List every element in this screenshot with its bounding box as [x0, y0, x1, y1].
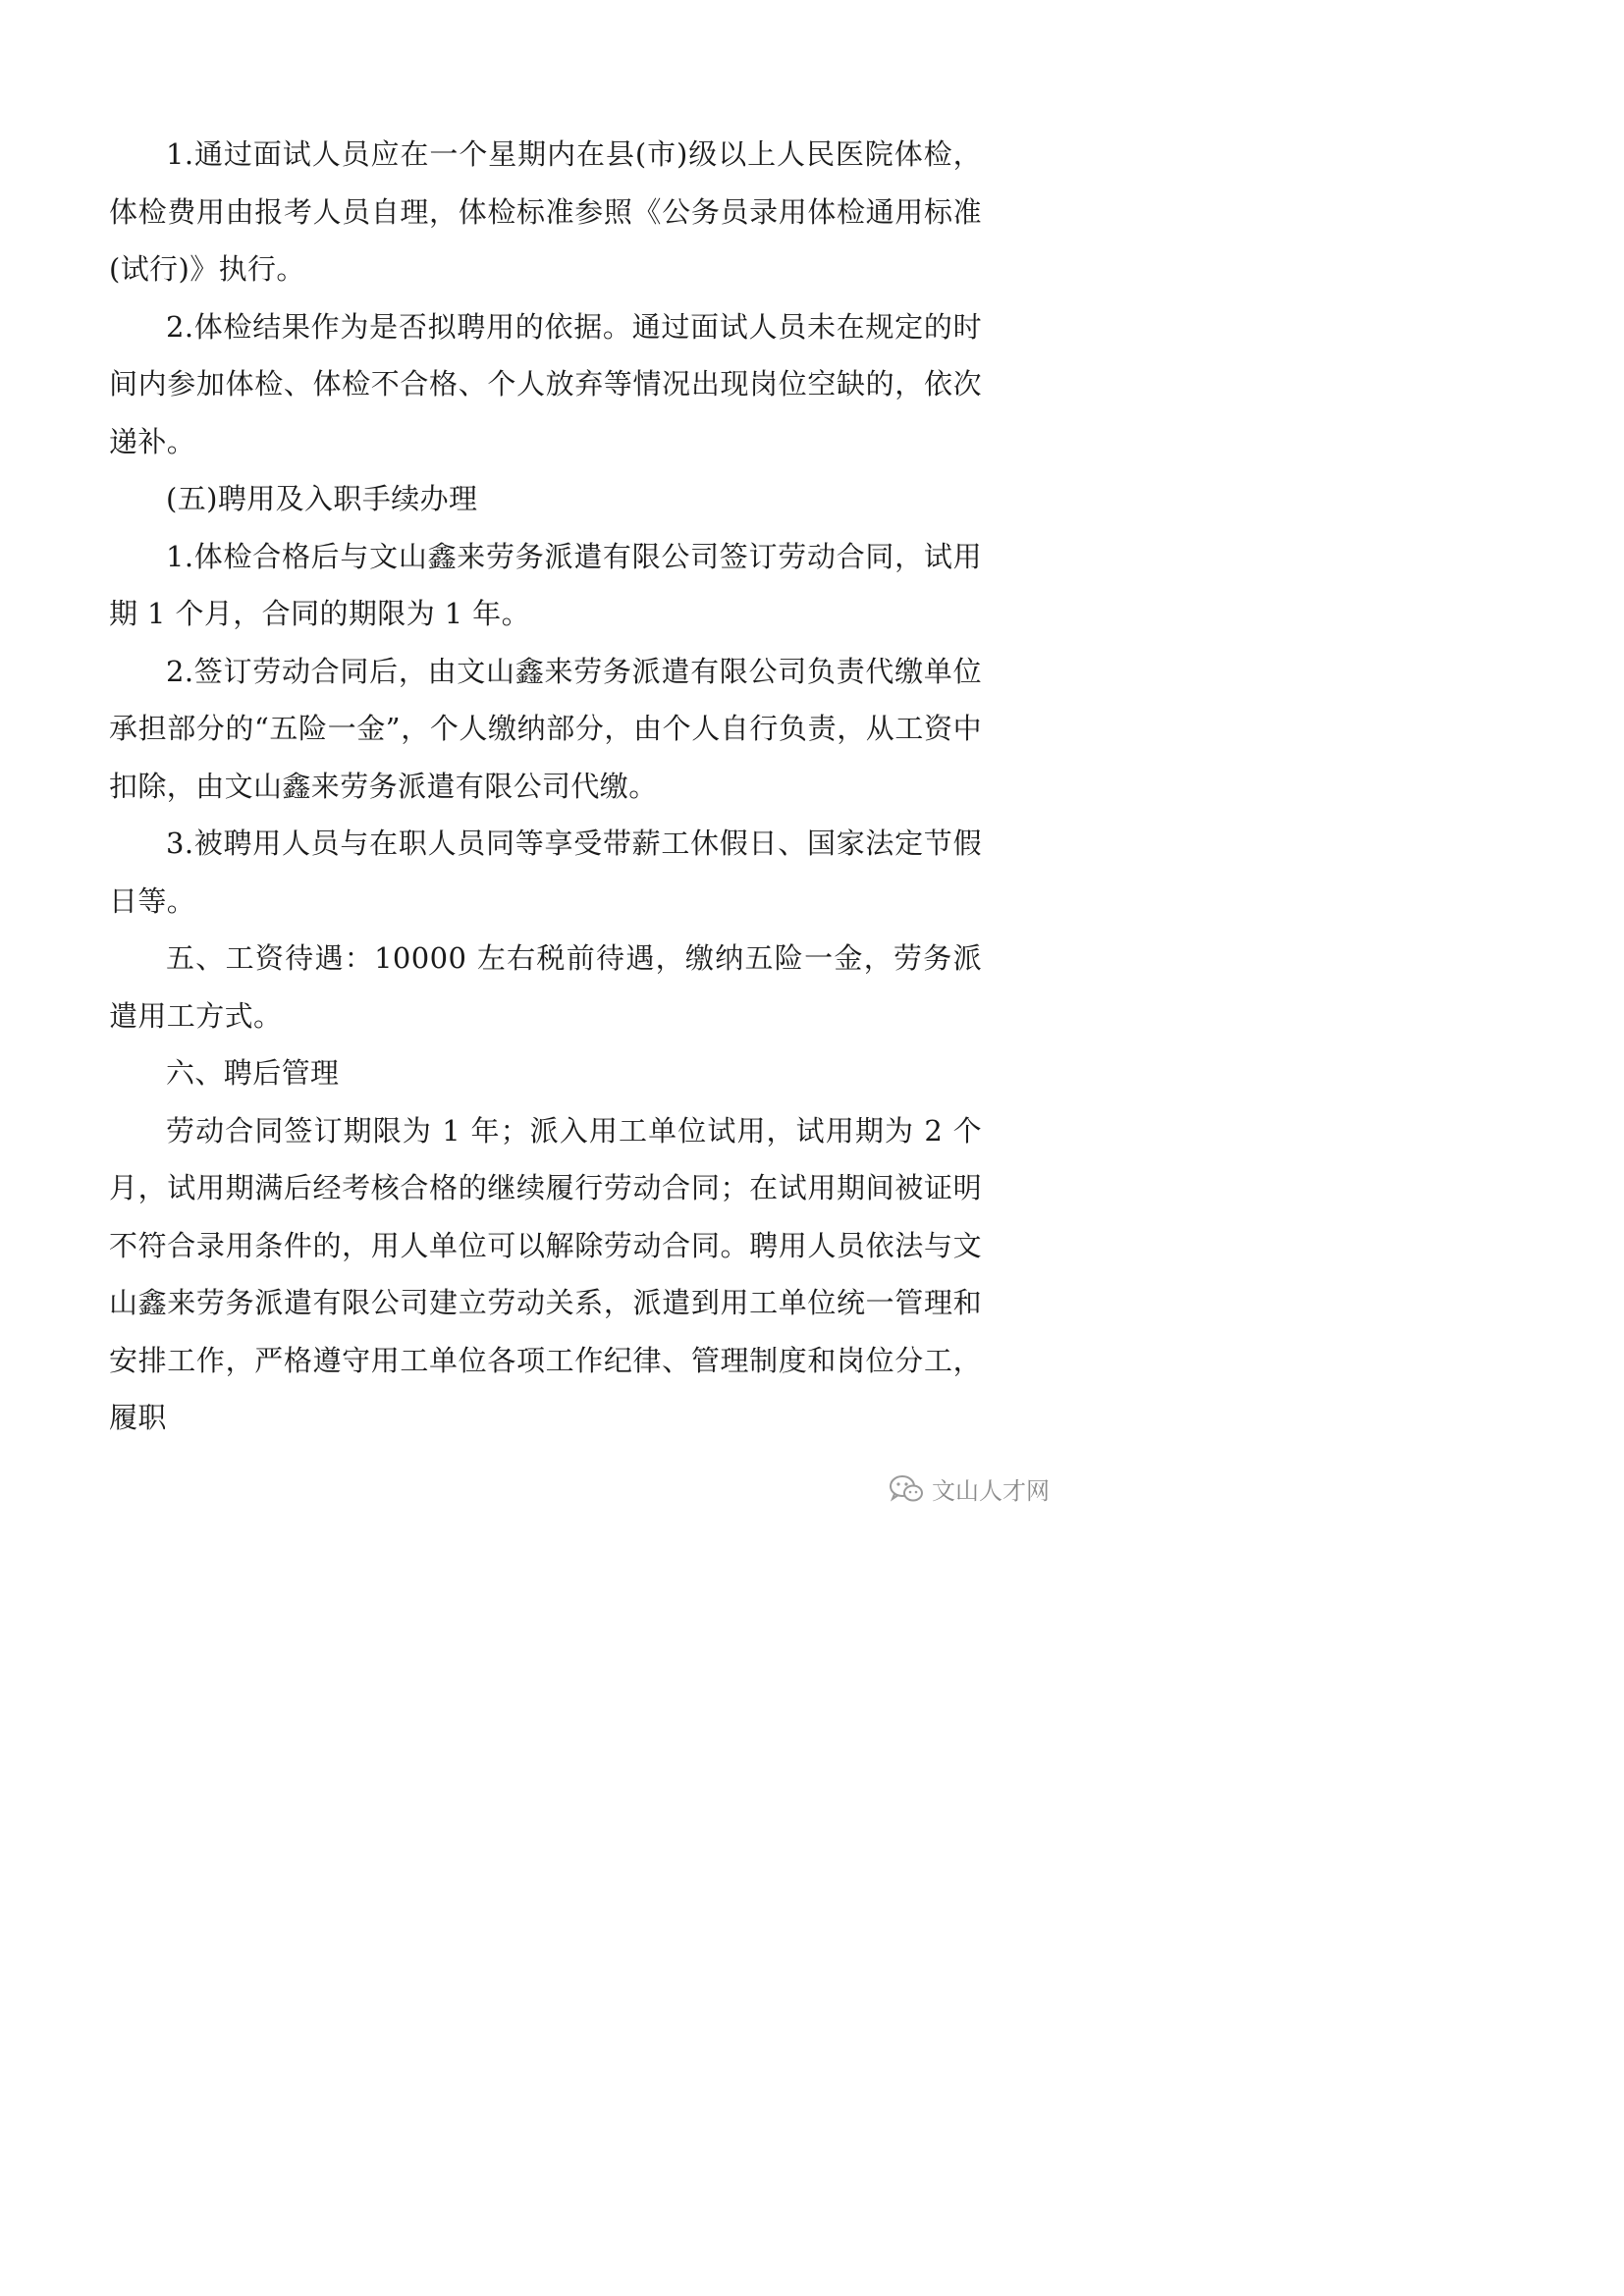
paragraph-post-hire-management: 劳动合同签订期限为 1 年；派入用工单位试用，试用期为 2 个月，试用期满后经考核合格的继续履行劳动合同；在试用期间被证明不符合录用条件的，用人单位可以解除劳动合同。聘用人员依法与文山鑫来劳务派遣有限公司建立劳动关系，派遣到用工单位统一管理和安排工作，严格遵守用工单位各项工作纪律、管理制度和岗位分工，履职 — [109, 1113, 982, 1434]
section-heading-post-hire: 六、聘后管理 — [166, 1056, 340, 1090]
paragraph-insurance: 2.签订劳动合同后，由文山鑫来劳务派遣有限公司负责代缴单位承担部分的“五险一金”，个人缴纳部分，由个人自行负责，从工资中扣除，由文山鑫来劳务派遣有限公司代缴。 — [109, 654, 982, 803]
paragraph-medical-exam: 1.通过面试人员应在一个星期内在县(市)级以上人民医院体检，体检费用由报考人员自理，体检标准参照《公务员录用体检通用标准(试行)》执行。 — [109, 137, 982, 286]
paragraph-salary: 五、工资待遇：10000 左右税前待遇，缴纳五险一金，劳务派遣用工方式。 — [109, 941, 982, 1033]
wechat-icon — [889, 1474, 924, 1504]
document-body — [109, 126, 982, 1447]
watermark-text: 文山人才网 — [932, 1477, 1050, 1505]
paragraph-contract-signing: 1.体检合格后与文山鑫来劳务派遣有限公司签订劳动合同，试用期 1 个月，合同的期限为 1 年。 — [109, 539, 982, 630]
paragraph-exam-result: 2.体检结果作为是否拟聘用的依据。通过面试人员未在规定的时间内参加体检、体检不合格、个人放弃等情况出现岗位空缺的，依次递补。 — [109, 309, 982, 458]
watermark — [889, 1471, 1050, 1506]
section-heading-hiring: (五)聘用及入职手续办理 — [166, 482, 478, 515]
document-page — [0, 0, 1083, 1531]
paragraph-holidays: 3.被聘用人员与在职人员同等享受带薪工休假日、国家法定节假日等。 — [109, 827, 982, 918]
